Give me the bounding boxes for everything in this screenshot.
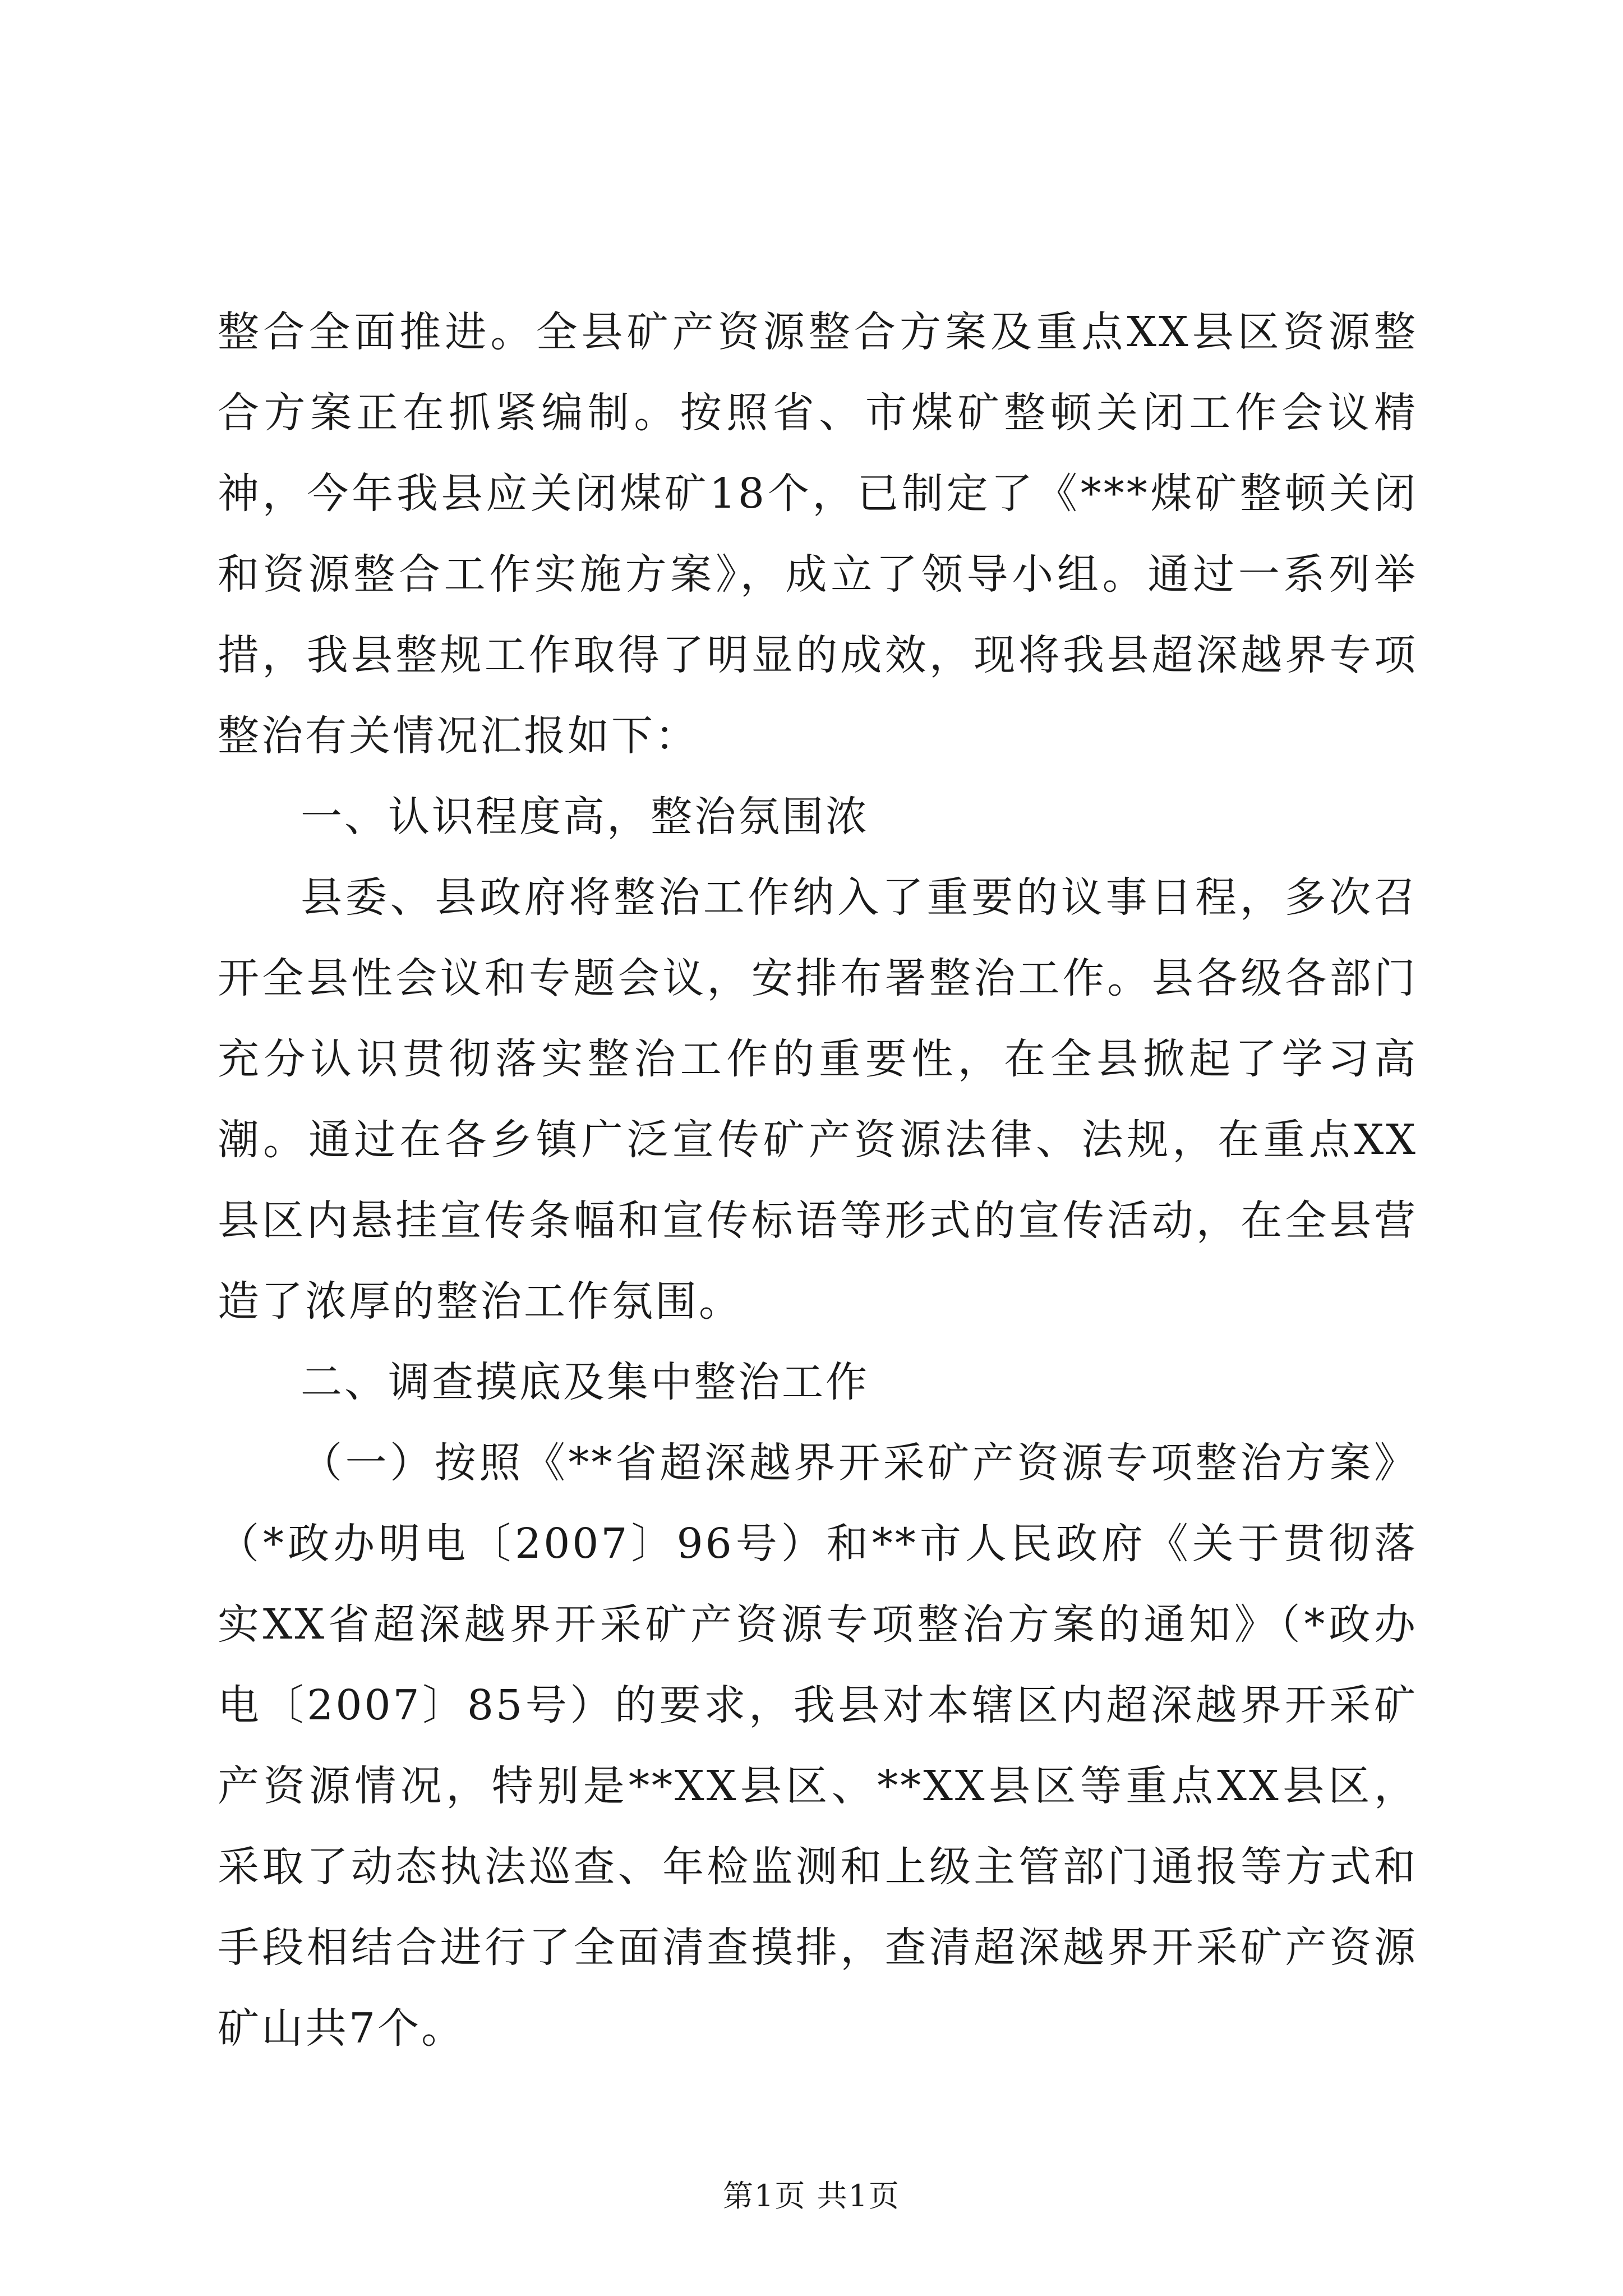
- paragraph-investigation: （一）按照《**省超深越界开采矿产资源专项整治方案》（*政办明电〔2007〕96号）和**市人民政府《关于贯彻落实XX省超深越界开采矿产资源专项整治方案的通知》（*政办电〔2007〕85号）的要求，我县对本辖区内超深越界开采矿产资源情况，特别是**XX县区、**XX县区等重点XX县区，采取了动态执法巡查、年检监测和上级主管部门通报等方式和手段相结合进行了全面清查摸排，查清超深越界开采矿产资源矿山共7个。: [218, 1439, 1418, 2053]
- paragraph-publicity: 县委、县政府将整治工作纳入了重要的议事日程，多次召开全县性会议和专题会议，安排布署整治工作。县各级各部门充分认识贯彻落实整治工作的重要性，在全县掀起了学习高潮。通过在各乡镇广泛宣传矿产资源法律、法规，在重点XX县区内悬挂宣传条幅和宣传标语等形式的宣传活动，在全县营造了浓厚的整治工作氛围。: [218, 873, 1418, 1326]
- page-footer: 第1页 共1页: [723, 2178, 900, 2214]
- paragraph-continuation: 整合全面推进。全县矿产资源整合方案及重点XX县区资源整合方案正在抓紧编制。按照省、市煤矿整顿关闭工作会议精神，今年我县应关闭煤矿18个，已制定了《***煤矿整顿关闭和资源整合工作实施方案》，成立了领导小组。通过一系列举措，我县整规工作取得了明显的成效，现将我县超深越界专项整治有关情况汇报如下：: [218, 308, 1418, 760]
- document-body: [218, 292, 1418, 2069]
- section-heading-1: 一、认识程度高，整治氛围浓: [301, 793, 869, 841]
- section-heading-2: 二、调查摸底及集中整治工作: [301, 1358, 869, 1406]
